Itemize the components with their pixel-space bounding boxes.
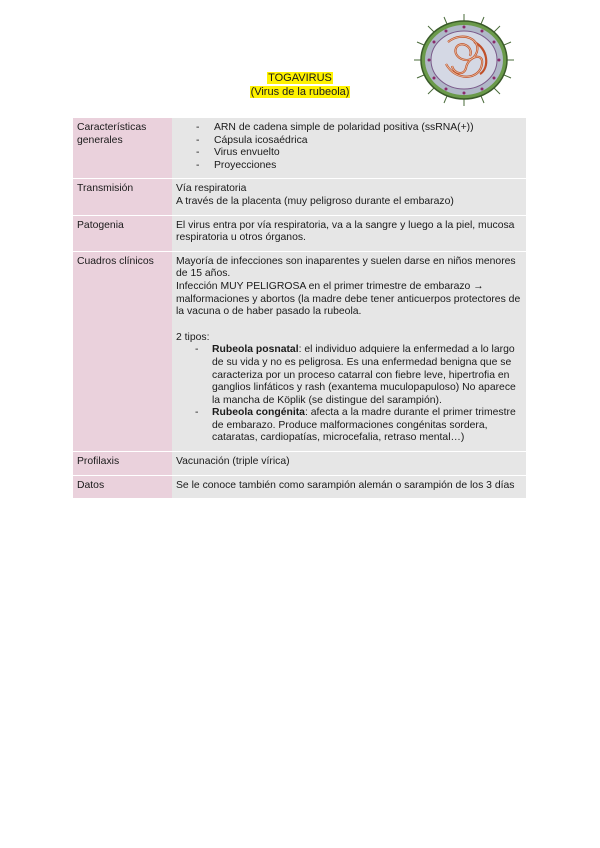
page-subtitle: (Virus de la rubeola) [250,86,350,98]
clinical-paragraph: Infección MUY PELIGROSA en el primer trimestre de embarazo → malformaciones y abortos (la madre debe tener anticuerpos protectores de la vacuna o de haber pasado la rubeola. [176,280,521,318]
transmission-line: Vía respiratoria [176,183,247,195]
list-item: - Cápsula icosaédrica [176,135,522,148]
list-item: - ARN de cadena simple de polaridad positiva (ssRNA(+)) [176,122,522,135]
row-label-caracteristicas: Características generales [73,118,172,179]
row-label-profilaxis: Profilaxis [73,452,172,476]
row-label-datos: Datos [73,475,172,498]
page-title: TOGAVIRUS [268,72,332,84]
transmission-line: A través de la placenta (muy peligroso durante el embarazo) [176,195,454,207]
table-row-datos [73,475,526,498]
type-description: : el individuo adquiere la enfermedad a lo largo de su vida y no es peligrosa. Es una enfermedad benigna que se caracteriza por un proceso catarral con fiebre leve, hipertrofia en ganglios linfáticos y rash (exantema muculopapuloso) No aparece la mancha de Köplik (se distingue del sarampión). [212,344,516,406]
row-content-transmision [172,179,526,215]
row-content-caracteristicas [172,118,526,179]
type-name: Rubeola congénita [212,407,305,419]
row-label-cuadros: Cuadros clínicos [73,251,172,451]
row-content-profilaxis: Vacunación (triple vírica) [172,452,526,476]
type-name: Rubeola posnatal [212,344,299,356]
characteristics-list [176,122,522,172]
row-label-patogenia: Patogenia [73,215,172,251]
clinical-paragraph: Mayoría de infecciones son inaparentes y suelen darse en niños menores de 15 años. [176,255,516,280]
table-row-cuadros [73,251,526,451]
list-item-posnatal [176,344,522,407]
row-content-datos: Se le conoce también como sarampión alemán o sarampión de los 3 días [172,475,526,498]
spacer [176,319,522,332]
type-description: : afecta a la madre durante el primer trimestre de embarazo. Produce malformaciones congénitas sordera, cataratas, cardiopatías, microcefalia, retraso mental…) [212,407,516,444]
types-intro: 2 tipos: [176,331,210,343]
list-item: - Proyecciones [176,160,522,173]
row-content-patogenia: El virus entra por vía respiratoria, va a la sangre y luego a la piel, mucosa respiratoria u otros órganos. [172,215,526,251]
table-row-profilaxis [73,452,526,476]
row-label-transmision: Transmisión [73,179,172,215]
list-item: - Virus envuelto [176,147,522,160]
row-content-cuadros [172,251,526,451]
table-row-patogenia [73,215,526,251]
info-table [73,117,526,498]
table-row-transmision [73,179,526,215]
table-row-caracteristicas [73,118,526,179]
list-item-congenita [176,407,522,445]
types-list [176,344,522,445]
